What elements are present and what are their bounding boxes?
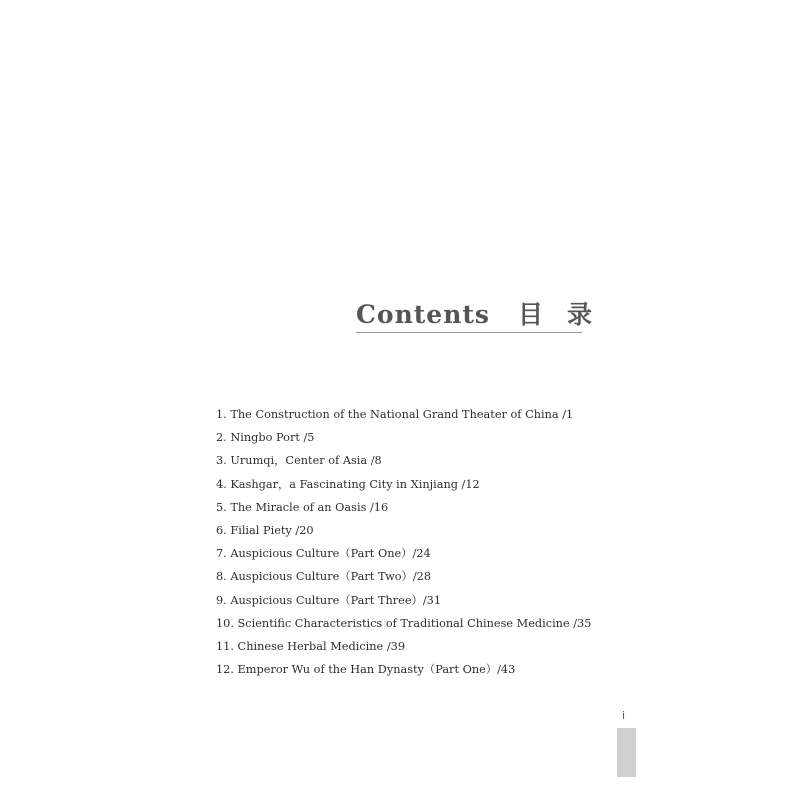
toc-entry-4: 4. Kashgar，a Fascinating City in Xinjiang /12 xyxy=(216,477,480,491)
page-number: i xyxy=(622,709,626,722)
heading-chinese: 目录 xyxy=(518,300,617,329)
toc-entry-9: 9. Auspicious Culture（Part Three）/31 xyxy=(216,593,442,607)
toc-entry-5: 5. The Miracle of an Oasis /16 xyxy=(216,500,389,514)
toc-entry-11: 11. Chinese Herbal Medicine /39 xyxy=(216,639,406,653)
toc-entry-6: 6. Filial Piety /20 xyxy=(216,523,314,537)
toc-entry-10: 10. Scientific Characteristics of Traditional Chinese Medicine /35 xyxy=(216,616,592,630)
page-edge-tab xyxy=(617,728,636,777)
toc-entry-8: 8. Auspicious Culture（Part Two）/28 xyxy=(216,570,432,584)
toc-entry-3: 3. Urumqi，Center of Asia /8 xyxy=(216,454,382,468)
contents-heading xyxy=(356,296,617,333)
toc-entry-2: 2. Ningbo Port /5 xyxy=(216,431,315,445)
toc-entry-1: 1. The Construction of the National Grand Theater of China /1 xyxy=(216,408,574,421)
heading-english: Contents xyxy=(356,300,491,329)
table-of-contents xyxy=(216,403,616,681)
toc-entry-7: 7. Auspicious Culture（Part One）/24 xyxy=(216,547,431,561)
toc-entry-12: 12. Emperor Wu of the Han Dynasty（Part One）/43 xyxy=(216,663,516,677)
